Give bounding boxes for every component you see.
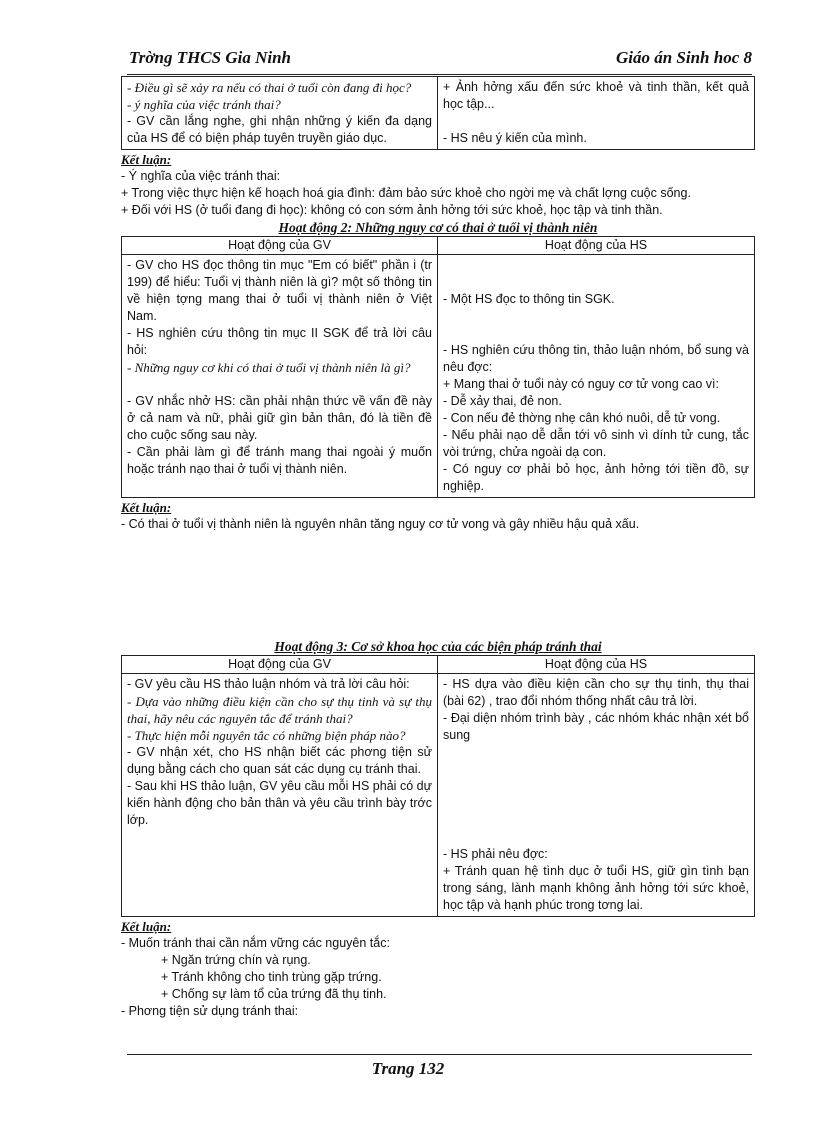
page-header bbox=[127, 48, 752, 75]
gv-cell bbox=[122, 255, 438, 498]
gv-line: - ý nghĩa của việc tránh thai? bbox=[127, 97, 281, 112]
hs-cell bbox=[438, 674, 755, 917]
table-row bbox=[122, 77, 755, 150]
activity-2-table bbox=[121, 236, 755, 498]
hs-line: - HS nghiên cứu thông tin, thảo luận nhóm, bổ sung và nêu đợc: bbox=[443, 343, 749, 374]
column-header-hs: Hoạt động của HS bbox=[438, 656, 755, 674]
conclusion-line: + Đối với HS (ở tuổi đang đi học): không có con sớm ảnh hởng tới sức khoẻ, học tập và tinh thần. bbox=[121, 203, 663, 217]
gv-line: - Dựa vào những điều kiện cần cho sự thụ tinh và sự thụ thai, hãy nêu các nguyên tắc để tránh thai? bbox=[127, 694, 432, 726]
hs-line: - Có nguy cơ phải bỏ học, ảnh hởng tới tiền đồ, sự nghiệp. bbox=[443, 462, 749, 493]
gv-line: - Sau khi HS thảo luận, GV yêu cầu mỗi HS phải có dự kiến hành động cho bản thân và yêu cầu trình bày trớc lớp. bbox=[127, 779, 432, 827]
section-top bbox=[121, 76, 755, 533]
gv-cell bbox=[122, 77, 438, 150]
gv-line: - GV nhắc nhở HS: cần phải nhận thức về vấn đề này ở cả nam và nữ, phải giữ gìn bản thân, đó là tiền đề cho cuộc sống sau này. bbox=[127, 394, 432, 442]
gv-line: - HS nghiên cứu thông tin mục II SGK để trả lời câu hỏi: bbox=[127, 326, 432, 357]
conclusion-label: Kết luận: bbox=[121, 500, 172, 515]
principle-item: + Tránh không cho tinh trùng gặp trứng. bbox=[161, 970, 382, 984]
hs-line: - Dễ xảy thai, đẻ non. bbox=[443, 394, 562, 408]
gv-line: - GV cho HS đọc thông tin mục "Em có biết" phần i (tr 199) để hiểu: Tuổi vị thành niên là gì? một số thông tin về hiện tợng mang thai ở tuổi vị thành niên ở Việt Nam. bbox=[127, 258, 432, 323]
activity-3-table bbox=[121, 655, 755, 917]
hs-line: + Tránh quan hệ tình dục ở tuổi HS, giữ gìn tình bạn trong sáng, lành mạnh không ảnh hởng tới sức khoẻ, học tập và hạnh phúc trong tơng lai. bbox=[443, 864, 749, 912]
principle-item: + Ngăn trứng chín và rụng. bbox=[161, 953, 311, 967]
gv-cell bbox=[122, 674, 438, 917]
section-bottom bbox=[121, 638, 755, 1020]
conclusion-line: - Phơng tiện sử dụng tránh thai: bbox=[121, 1004, 299, 1018]
gv-line: - Những nguy cơ khi có thai ở tuổi vị thành niên là gì? bbox=[127, 360, 411, 375]
hs-line: + Ảnh hởng xấu đến sức khoẻ và tinh thần, kết quả học tập... bbox=[443, 80, 749, 111]
conclusion-line: - Ý nghĩa của việc tránh thai: bbox=[121, 169, 281, 183]
hs-line: - Con nếu đẻ thờng nhẹ cân khó nuôi, dễ tử vong. bbox=[443, 411, 721, 425]
column-header-gv: Hoạt động của GV bbox=[122, 656, 438, 674]
column-header-gv: Hoạt động của GV bbox=[122, 237, 438, 255]
gv-line: - Thực hiện mỗi nguyên tắc có những biện pháp nào? bbox=[127, 728, 406, 743]
conclusion-line: + Trong việc thực hiện kế hoạch hoá gia đình: đảm bảo sức khoẻ cho ngời mẹ và chất lợng cuộc sống. bbox=[121, 186, 691, 200]
table-header-row bbox=[122, 656, 755, 674]
hs-line: - Nếu phải nạo dễ dẫn tới vô sinh vì dính tử cung, tắc vòi trứng, chửa ngoài dạ con. bbox=[443, 428, 749, 459]
hs-line: - Một HS đọc to thông tin SGK. bbox=[443, 292, 615, 306]
gv-line: - Điều gì sẽ xảy ra nếu có thai ở tuổi còn đang đi học? bbox=[127, 80, 412, 95]
continuation-table bbox=[121, 76, 755, 150]
gv-line: - GV nhận xét, cho HS nhận biết các phơng tiện sử dụng bằng cách cho quan sát các dụng cụ tránh thai. bbox=[127, 745, 432, 776]
footer-divider bbox=[127, 1054, 752, 1055]
table-row bbox=[122, 255, 755, 498]
subject-title: Giáo án Sinh hoc 8 bbox=[615, 48, 752, 67]
hs-line: - HS phải nêu đợc: bbox=[443, 847, 548, 861]
hs-line: - HS dựa vào điều kiện cần cho sự thụ tinh, thụ thai (bài 62) , trao đổi nhóm thống nhất câu trả lời. bbox=[443, 677, 749, 708]
conclusion-label: Kết luận: bbox=[121, 919, 172, 934]
table-row bbox=[122, 674, 755, 917]
gv-line: - Cần phải làm gì để tránh mang thai ngoài ý muốn hoặc tránh nạo thai ở tuổi vị thành niên. bbox=[127, 445, 432, 476]
gv-line: - GV yêu cầu HS thảo luận nhóm và trả lời câu hỏi: bbox=[127, 677, 410, 691]
gv-line: - GV cần lắng nghe, ghi nhận những ý kiến đa dạng của HS để có biện pháp tuyên truyền giáo dục. bbox=[127, 114, 432, 145]
table-header-row bbox=[122, 237, 755, 255]
principle-item: + Chống sự làm tổ của trứng đã thụ tinh. bbox=[161, 987, 387, 1001]
activity-3-title: Hoạt động 3: Cơ sở khoa học của các biện pháp tránh thai bbox=[274, 639, 602, 654]
hs-cell bbox=[438, 77, 755, 150]
conclusion-line: - Muốn tránh thai cần nắm vững các nguyên tắc: bbox=[121, 936, 390, 950]
conclusion-label: Kết luận: bbox=[121, 152, 172, 167]
school-name: Trờng THCS Gia Ninh bbox=[129, 48, 292, 67]
column-header-hs: Hoạt động của HS bbox=[438, 237, 755, 255]
hs-line: - Đại diện nhóm trình bày , các nhóm khác nhận xét bổ sung bbox=[443, 711, 749, 742]
activity-2-title: Hoạt động 2: Những nguy cơ có thai ở tuổi vị thành niên bbox=[278, 220, 598, 235]
hs-cell bbox=[438, 255, 755, 498]
hs-line: + Mang thai ở tuổi này có nguy cơ tử vong cao vì: bbox=[443, 377, 719, 391]
page-number: Trang 132 bbox=[371, 1059, 445, 1078]
conclusion-line: - Có thai ở tuổi vị thành niên là nguyên nhân tăng nguy cơ tử vong và gây nhiều hậu quả xấu. bbox=[121, 517, 640, 531]
hs-line: - HS nêu ý kiến của mình. bbox=[443, 131, 587, 145]
